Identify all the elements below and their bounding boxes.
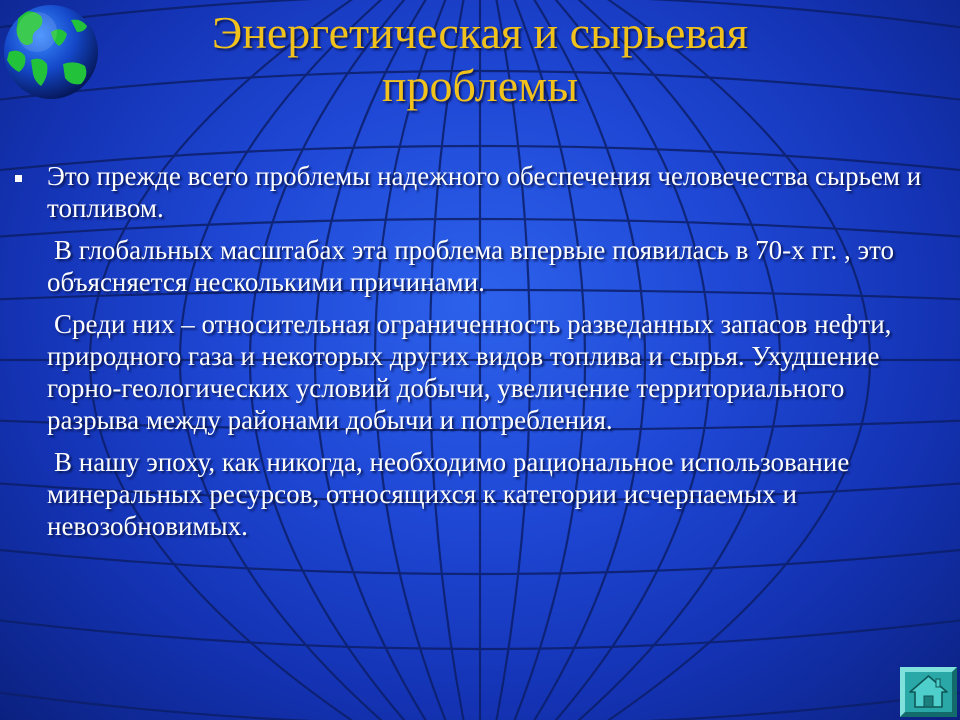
slide-title: Энергетическая и сырьевая проблемы	[211, 7, 749, 111]
paragraph-text: В глобальных масштабах эта проблема впервые появилась в 70-х гг. , это объясняется несколькими причинами.	[47, 235, 895, 297]
paragraph-text: Это прежде всего проблемы надежного обеспечения человечества сырьем и топливом.	[47, 161, 922, 223]
body-paragraph-2	[14, 234, 934, 298]
square-bullet-icon	[15, 175, 22, 182]
body-paragraph-3	[14, 308, 934, 436]
home-button[interactable]	[900, 667, 957, 717]
body-paragraph-1	[14, 160, 934, 224]
paragraph-text: Среди них – относительная ограниченность разведанных запасов нефти, природного газа и некоторых других видов топлива и сырья. Ухудшение горно-геологических условий добычи, увеличение территориального разрыва между районами добычи и потребления.	[47, 309, 892, 435]
globe-icon	[1, 2, 101, 102]
body-paragraph-4	[14, 446, 934, 542]
slide-body	[14, 160, 934, 552]
paragraph-text: В нашу эпоху, как никогда, необходимо рациональное использование минеральных ресурсов, относящихся к категории исчерпаемых и невозобновимых.	[47, 447, 850, 541]
